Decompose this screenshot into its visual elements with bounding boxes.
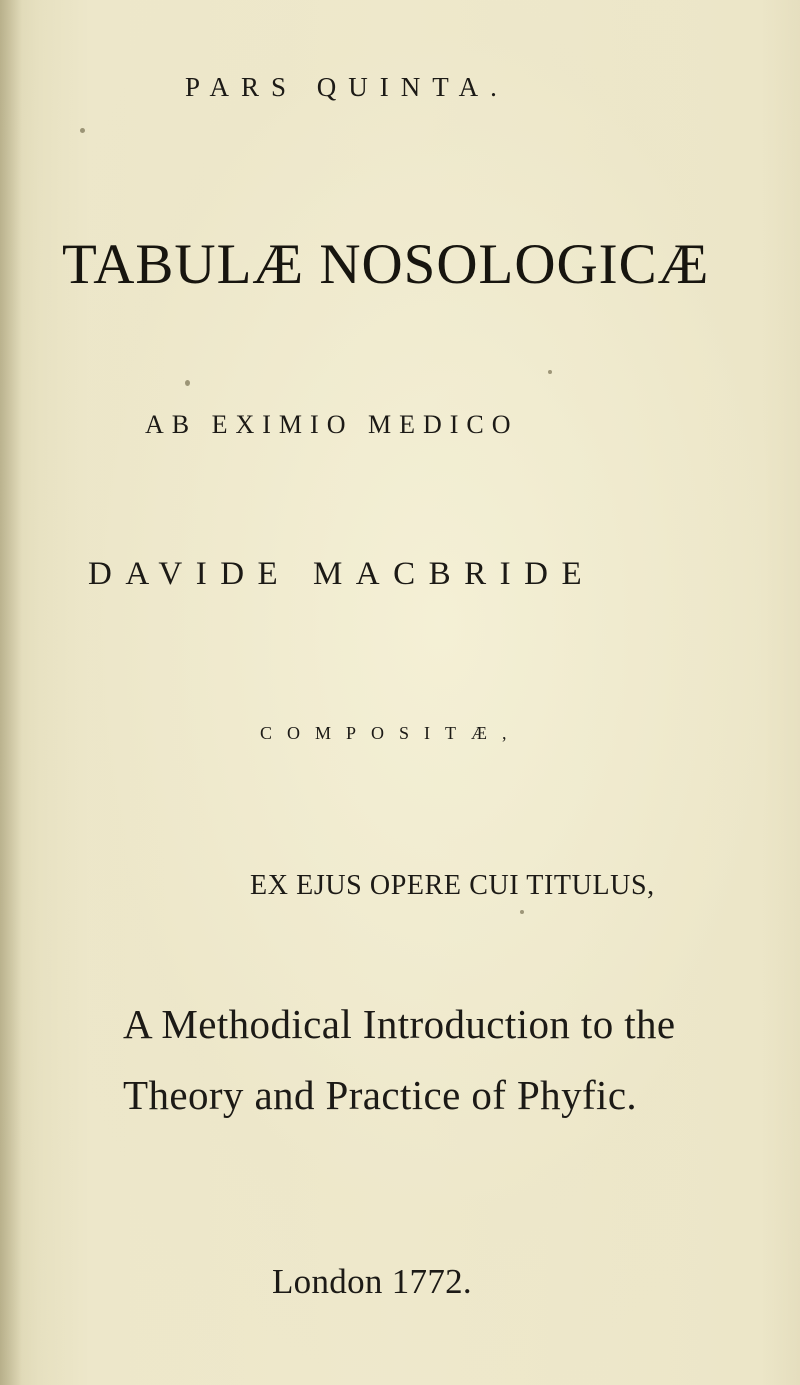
paper-speck	[185, 380, 190, 386]
section-heading: PARS QUINTA.	[185, 72, 509, 102]
imprint: London 1772.	[272, 1262, 472, 1301]
paper-speck	[80, 128, 85, 133]
by-line: AB EXIMIO MEDICO	[145, 410, 519, 439]
page-gutter-shadow	[0, 0, 22, 1385]
main-title: TABULÆ NOSOLOGICÆ	[62, 233, 710, 296]
source-title-line-2: Theory and Practice of Phyfic.	[123, 1072, 638, 1118]
paper-speck	[548, 370, 552, 374]
paper-speck	[520, 910, 524, 914]
author-name: DAVIDE MACBRIDE	[88, 556, 596, 592]
source-intro: EX EJUS OPERE CUI TITULUS,	[250, 870, 655, 901]
source-title-line-1: A Methodical Introduction to the	[123, 1001, 676, 1047]
composed-line: COMPOSITÆ,	[260, 723, 522, 743]
